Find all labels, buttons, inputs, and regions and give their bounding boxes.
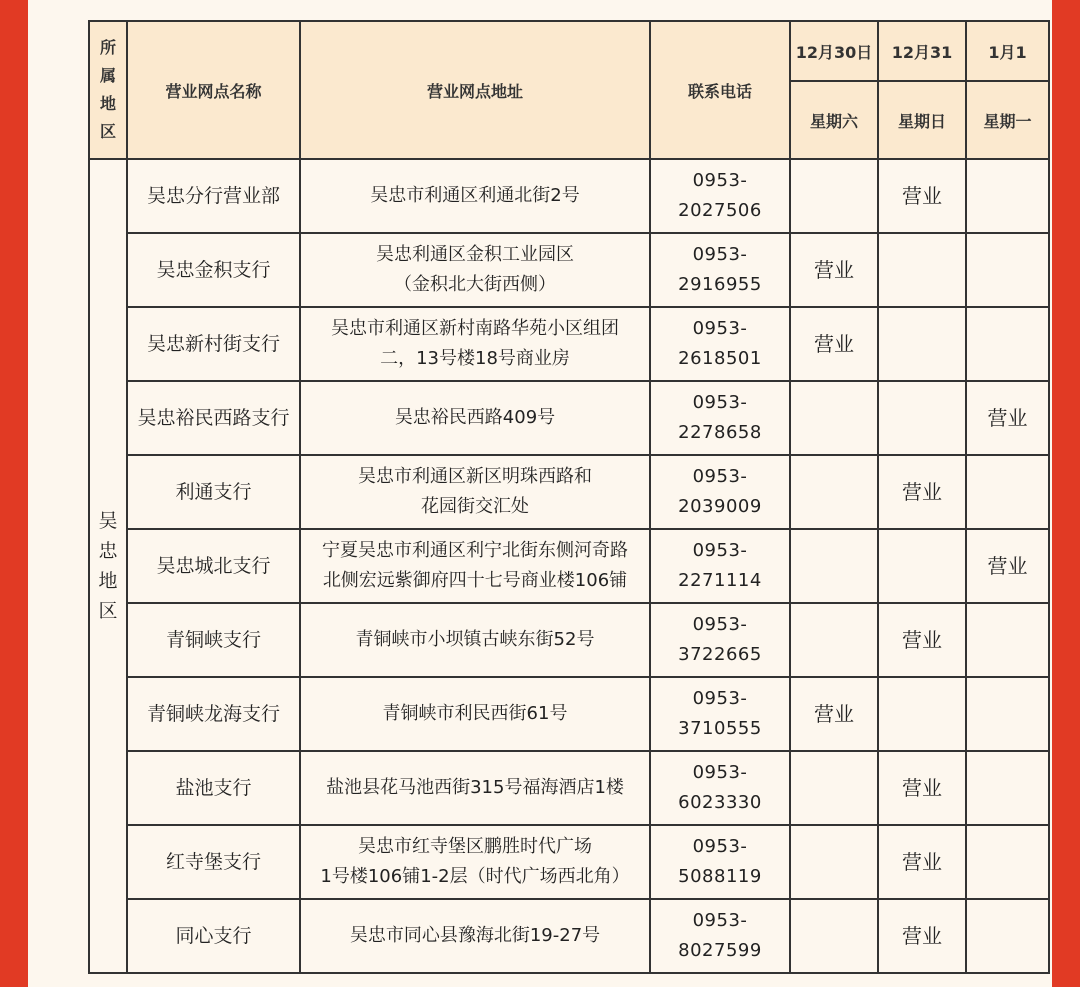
status-cell: [790, 529, 878, 603]
table-row: [89, 381, 1049, 455]
address-cell: 吴忠市利通区新村南路华苑小区组团 二，13号楼18号商业房: [300, 307, 650, 381]
status-cell: 营业: [878, 603, 966, 677]
status-cell: [966, 677, 1049, 751]
region-header: [89, 21, 127, 159]
branch-name-cell: 青铜峡龙海支行: [127, 677, 300, 751]
table-row: [89, 529, 1049, 603]
date-header-dec30: 12月30日: [790, 21, 878, 81]
table-row: [89, 751, 1049, 825]
phone-cell: 0953-6023330: [650, 751, 790, 825]
status-cell: [966, 455, 1049, 529]
status-cell: 营业: [878, 751, 966, 825]
status-cell: 营业: [790, 233, 878, 307]
address-cell: 吴忠裕民西路409号: [300, 381, 650, 455]
weekday-header-sun: 星期日: [878, 81, 966, 159]
table-body: [89, 159, 1049, 973]
status-cell: [790, 825, 878, 899]
branch-name-cell: 青铜峡支行: [127, 603, 300, 677]
status-cell: [790, 899, 878, 973]
status-cell: [878, 529, 966, 603]
date-header-jan1: 1月1: [966, 21, 1049, 81]
address-cell: 吴忠利通区金积工业园区 （金积北大街西侧）: [300, 233, 650, 307]
table-row: [89, 603, 1049, 677]
table-row: [89, 825, 1049, 899]
status-cell: 营业: [878, 455, 966, 529]
address-cell: 宁夏吴忠市利通区利宁北街东侧河奇路 北侧宏远紫御府四十七号商业楼106铺: [300, 529, 650, 603]
weekday-header-mon: 星期一: [966, 81, 1049, 159]
region-cell: 吴 忠 地 区: [89, 159, 127, 973]
branch-name-cell: 同心支行: [127, 899, 300, 973]
document-page: [28, 0, 1052, 987]
address-cell: 吴忠市利通区新区明珠西路和 花园街交汇处: [300, 455, 650, 529]
status-cell: 营业: [966, 529, 1049, 603]
phone-cell: 0953-8027599: [650, 899, 790, 973]
phone-cell: 0953-3710555: [650, 677, 790, 751]
address-cell: 青铜峡市利民西街61号: [300, 677, 650, 751]
branch-name-cell: 吴忠城北支行: [127, 529, 300, 603]
phone-cell: 0953-2618501: [650, 307, 790, 381]
status-cell: [878, 307, 966, 381]
phone-cell: 0953-2278658: [650, 381, 790, 455]
status-cell: [966, 307, 1049, 381]
status-cell: [878, 233, 966, 307]
branch-name-cell: 吴忠新村街支行: [127, 307, 300, 381]
branch-name-cell: 吴忠金积支行: [127, 233, 300, 307]
table-row: [89, 159, 1049, 233]
status-cell: 营业: [790, 677, 878, 751]
status-cell: [966, 899, 1049, 973]
status-cell: [966, 233, 1049, 307]
status-cell: 营业: [878, 825, 966, 899]
status-cell: [966, 603, 1049, 677]
branch-name-cell: 利通支行: [127, 455, 300, 529]
region-header-text: 所 属 地 区: [99, 38, 116, 141]
status-cell: [790, 751, 878, 825]
branch-name-header: 营业网点名称: [127, 21, 300, 159]
date-header-dec31: 12月31: [878, 21, 966, 81]
branch-name-cell: 吴忠分行营业部: [127, 159, 300, 233]
address-cell: 吴忠市利通区利通北街2号: [300, 159, 650, 233]
phone-cell: 0953-5088119: [650, 825, 790, 899]
status-cell: [790, 455, 878, 529]
phone-cell: 0953-3722665: [650, 603, 790, 677]
status-cell: 营业: [790, 307, 878, 381]
table-row: [89, 455, 1049, 529]
branch-name-cell: 吴忠裕民西路支行: [127, 381, 300, 455]
phone-cell: 0953-2027506: [650, 159, 790, 233]
table-row: [89, 677, 1049, 751]
status-cell: [966, 825, 1049, 899]
phone-cell: 0953-2916955: [650, 233, 790, 307]
address-cell: 吴忠市同心县豫海北街19-27号: [300, 899, 650, 973]
status-cell: 营业: [878, 159, 966, 233]
weekday-header-sat: 星期六: [790, 81, 878, 159]
status-cell: [966, 159, 1049, 233]
address-cell: 青铜峡市小坝镇古峡东街52号: [300, 603, 650, 677]
branch-schedule-table: [88, 20, 1050, 974]
address-cell: 吴忠市红寺堡区鹏胜时代广场 1号楼106铺1-2层（时代广场西北角）: [300, 825, 650, 899]
status-cell: [878, 677, 966, 751]
address-header: 营业网点地址: [300, 21, 650, 159]
status-cell: [790, 159, 878, 233]
status-cell: [790, 381, 878, 455]
table-row: [89, 307, 1049, 381]
status-cell: 营业: [966, 381, 1049, 455]
status-cell: [966, 751, 1049, 825]
status-cell: [878, 381, 966, 455]
table-row: [89, 899, 1049, 973]
address-cell: 盐池县花马池西街315号福海酒店1楼: [300, 751, 650, 825]
branch-name-cell: 红寺堡支行: [127, 825, 300, 899]
status-cell: 营业: [878, 899, 966, 973]
branch-name-cell: 盐池支行: [127, 751, 300, 825]
status-cell: [790, 603, 878, 677]
phone-cell: 0953-2271114: [650, 529, 790, 603]
phone-cell: 0953-2039009: [650, 455, 790, 529]
table-row: [89, 233, 1049, 307]
phone-header: 联系电话: [650, 21, 790, 159]
